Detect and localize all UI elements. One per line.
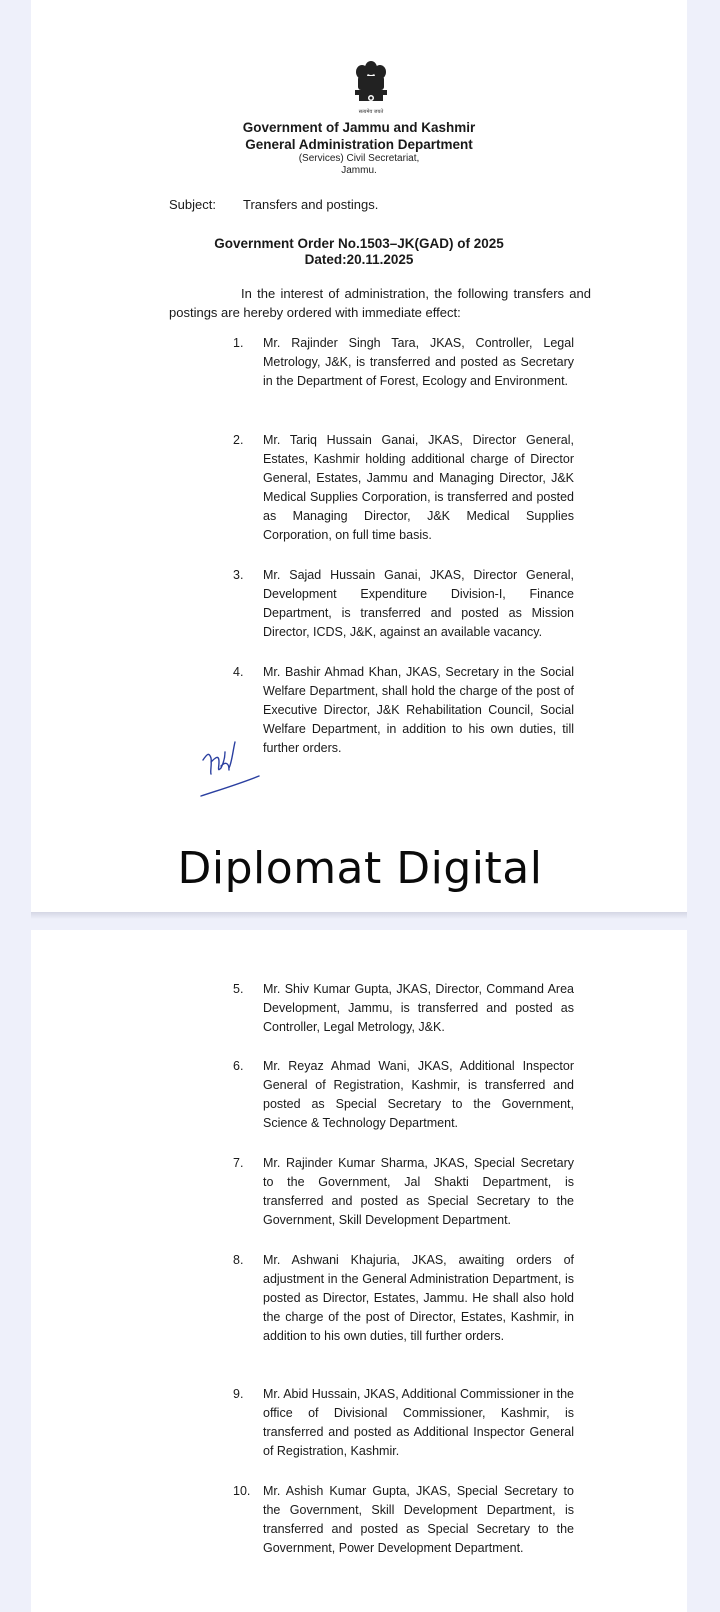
item-text: Mr. Sajad Hussain Ganai, JKAS, Director General, Development Expenditure Division-I, Finance Department, is transferred and posted as Mission Director, ICDS, J&K, against an available vacancy. bbox=[263, 568, 574, 639]
item-text: Mr. Ashish Kumar Gupta, JKAS, Special Secretary to the Government, Skill Development Department, is transferred and posted as Special Secretary to the Government, Power Development Department. bbox=[263, 1484, 574, 1555]
page-divider bbox=[31, 912, 687, 919]
item-number: 7. bbox=[233, 1156, 244, 1170]
order-date: Dated:20.11.2025 bbox=[304, 252, 414, 267]
subject-value: Transfers and postings. bbox=[243, 197, 379, 212]
item-text: Mr. Ashwani Khajuria, JKAS, awaiting orders of adjustment in the General Administration Department, is posted as Director, Estates, Jammu. He shall also hold the charge of the post of Director, Estates, Kashmir, in addition to his own duties, till further orders. bbox=[263, 1253, 574, 1343]
subject-label: Subject: bbox=[169, 197, 216, 212]
item-text: Mr. Reyaz Ahmad Wani, JKAS, Additional Inspector General of Registration, Kashmir, is transferred and posted as Special Secretary to the Government, Science & Technology Department. bbox=[263, 1059, 574, 1130]
document-page-2 bbox=[31, 930, 687, 1612]
national-emblem-icon bbox=[349, 58, 393, 118]
item-text: Mr. Shiv Kumar Gupta, JKAS, Director, Command Area Development, Jammu, is transferred and posted as Controller, Legal Metrology, J&K. bbox=[263, 982, 574, 1034]
item-text: Mr. Tariq Hussain Ganai, JKAS, Director General, Estates, Kashmir holding additional charge of Director General, Estates, Jammu and Managing Director, J&K Medical Supplies Corporation, is transferred and posted as Managing Director, J&K Medical Supplies Corporation, on full time basis. bbox=[263, 433, 574, 542]
item-number: 3. bbox=[233, 568, 244, 582]
watermark-text: Diplomat Digital bbox=[177, 843, 543, 894]
department-title: General Administration Department bbox=[245, 137, 473, 152]
item-number: 5. bbox=[233, 982, 244, 996]
item-text: Mr. Rajinder Kumar Sharma, JKAS, Special Secretary to the Government, Jal Shakti Department, is transferred and posted as Special Secretary to the Government, Skill Development Department. bbox=[263, 1156, 574, 1227]
section-line: (Services) Civil Secretariat, bbox=[298, 153, 420, 164]
item-text: Mr. Rajinder Singh Tara, JKAS, Controller, Legal Metrology, J&K, is transferred and posted as Secretary in the Department of Forest, Ecology and Environment. bbox=[263, 336, 574, 388]
emblem-caption: सत्यमेव जयते bbox=[358, 109, 384, 115]
item-number: 1. bbox=[233, 336, 244, 350]
order-number: Government Order No.1503–JK(GAD) of 2025 bbox=[214, 236, 504, 251]
intro-paragraph: In the interest of administration, the following transfers and postings are hereby ordered with immediate effect: bbox=[169, 286, 591, 320]
document-page-1 bbox=[31, 0, 687, 912]
item-number: 4. bbox=[233, 665, 244, 679]
item-number: 8. bbox=[233, 1253, 244, 1267]
item-number: 9. bbox=[233, 1387, 244, 1401]
item-number: 6. bbox=[233, 1059, 244, 1073]
signature bbox=[199, 732, 263, 798]
city-line: Jammu. bbox=[341, 165, 377, 176]
government-title: Government of Jammu and Kashmir bbox=[242, 120, 476, 135]
item-text: Mr. Bashir Ahmad Khan, JKAS, Secretary in the Social Welfare Department, shall hold the charge of the post of Executive Director, J&K Rehabilitation Council, Social Welfare Department, in addition to his own duties, till further orders. bbox=[263, 665, 574, 755]
item-text: Mr. Abid Hussain, JKAS, Additional Commissioner in the office of Divisional Commissioner, Kashmir, is transferred and posted as Additional Inspector General of Registration, Kashmir. bbox=[263, 1387, 574, 1458]
item-number: 2. bbox=[233, 433, 244, 447]
item-number: 10. bbox=[233, 1484, 251, 1498]
